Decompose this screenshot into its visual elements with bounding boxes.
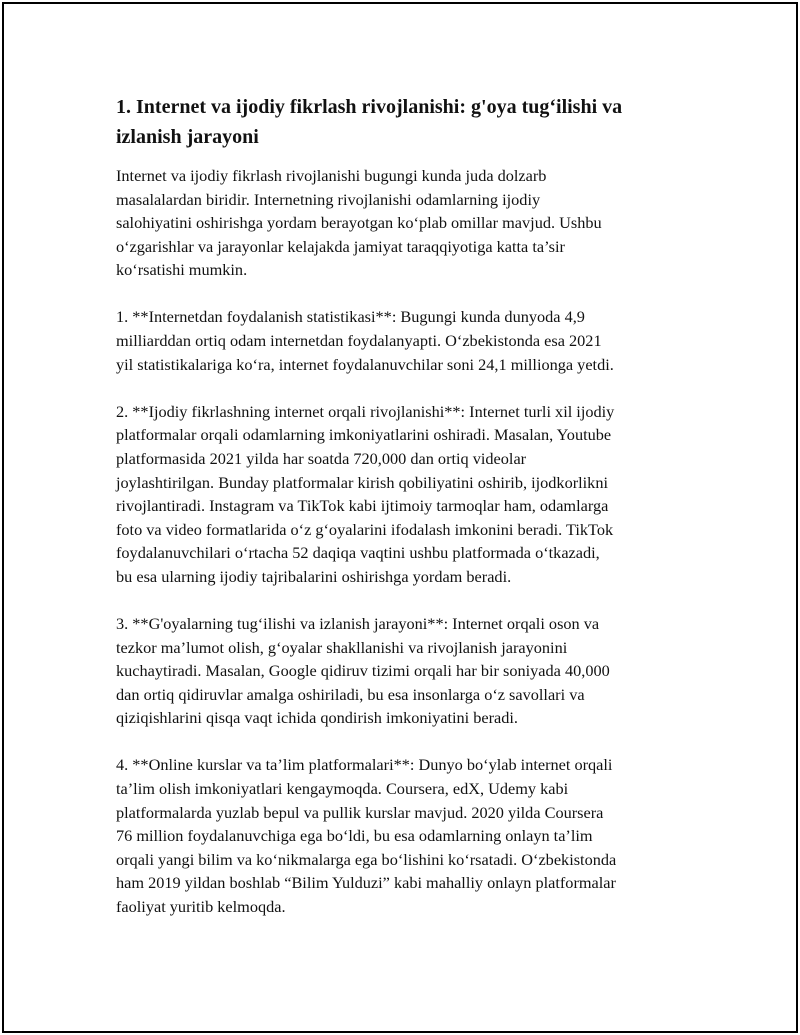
point-2-creative-thinking: 2. **Ijodiy fikrlashning internet orqali rivojlanishi**: Internet turli xil ijodiy platformalar orqali odamlarning imkoniyatlarini oshiradi. Masalan, Youtube platformasida 2021 yilda har soatda 720,000 dan ortiq videolar joylashtirilgan. Bunday platformalar kirish qobiliyatini oshirib, ijodkorlikni rivojlantiradi. Instagram va TikTok kabi ijtimoiy tarmoqlar ham, odamlarga foto va video formatlarida o‘z g‘oyalarini ifodalash imkonini beradi. TikTok foydalanuvchilari o‘rtacha 52 daqiqa vaqtini ushbu platformada o‘tkazadi, bu esa ularning ijodiy tajribalarini oshirishga yordam beradi. — [116, 401, 615, 586]
intro-paragraph: Internet va ijodiy fikrlash rivojlanishi bugungi kunda juda dolzarb masalalardan biridir. Internetning rivojlanishi odamlarning ijodiy salohiyatini oshirishga yordam berayotgan ko‘plab omillar mavjud. Ushbu o‘zgarishlar va jarayonlar kelajakda jamiyat taraqqiyotiga katta ta’sir ko‘rsatishi mumkin. — [116, 166, 602, 280]
point-3-ideas-and-research: 3. **G'oyalarning tug‘ilishi va izlanish jarayoni**: Internet orqali oson va tezkor ma’lumot olish, g‘oyalar shakllanishi va rivojlanish jarayonini kuchaytiradi. Masalan, Google qidiruv tizimi orqali har bir soniyada 40,000 dan ortiq qidiruvlar amalga oshiriladi, bu esa insonlarga o‘z savollari va qiziqishlarini qisqa vaqt ichida qondirish imkoniyatini beradi. — [116, 614, 610, 728]
point-1-internet-statistics: 1. **Internetdan foydalanish statistikasi**: Bugungi kunda dunyoda 4,9 milliarddan ortiq odam internetdan foydalanyapti. O‘zbekistonda esa 2021 yil statistikalariga ko‘ra, internet foydalanuvchilar soni 24,1 millionga yetdi. — [116, 307, 614, 374]
document-body — [116, 92, 686, 942]
section-heading: 1. Internet va ijodiy fikrlash rivojlanishi: g'oya tug‘ilishi va izlanish jarayoni — [116, 96, 623, 148]
point-4-online-courses: 4. **Online kurslar va ta’lim platformalari**: Dunyo bo‘ylab internet orqali ta’lim olish imkoniyatlari kengaymoqda. Coursera, edX, Udemy kabi platformalarda yuzlab bepul va pullik kurslar mavjud. 2020 yilda Coursera 76 million foydalanuvchiga ega bo‘ldi, bu esa odamlarning onlayn ta’lim orqali yangi bilim va ko‘nikmalarga ega bo‘lishini ko‘rsatadi. O‘zbekistonda ham 2019 yildan boshlab “Bilim Yulduzi” kabi mahalliy onlayn platformalar faoliyat yuritib kelmoqda. — [116, 755, 617, 917]
